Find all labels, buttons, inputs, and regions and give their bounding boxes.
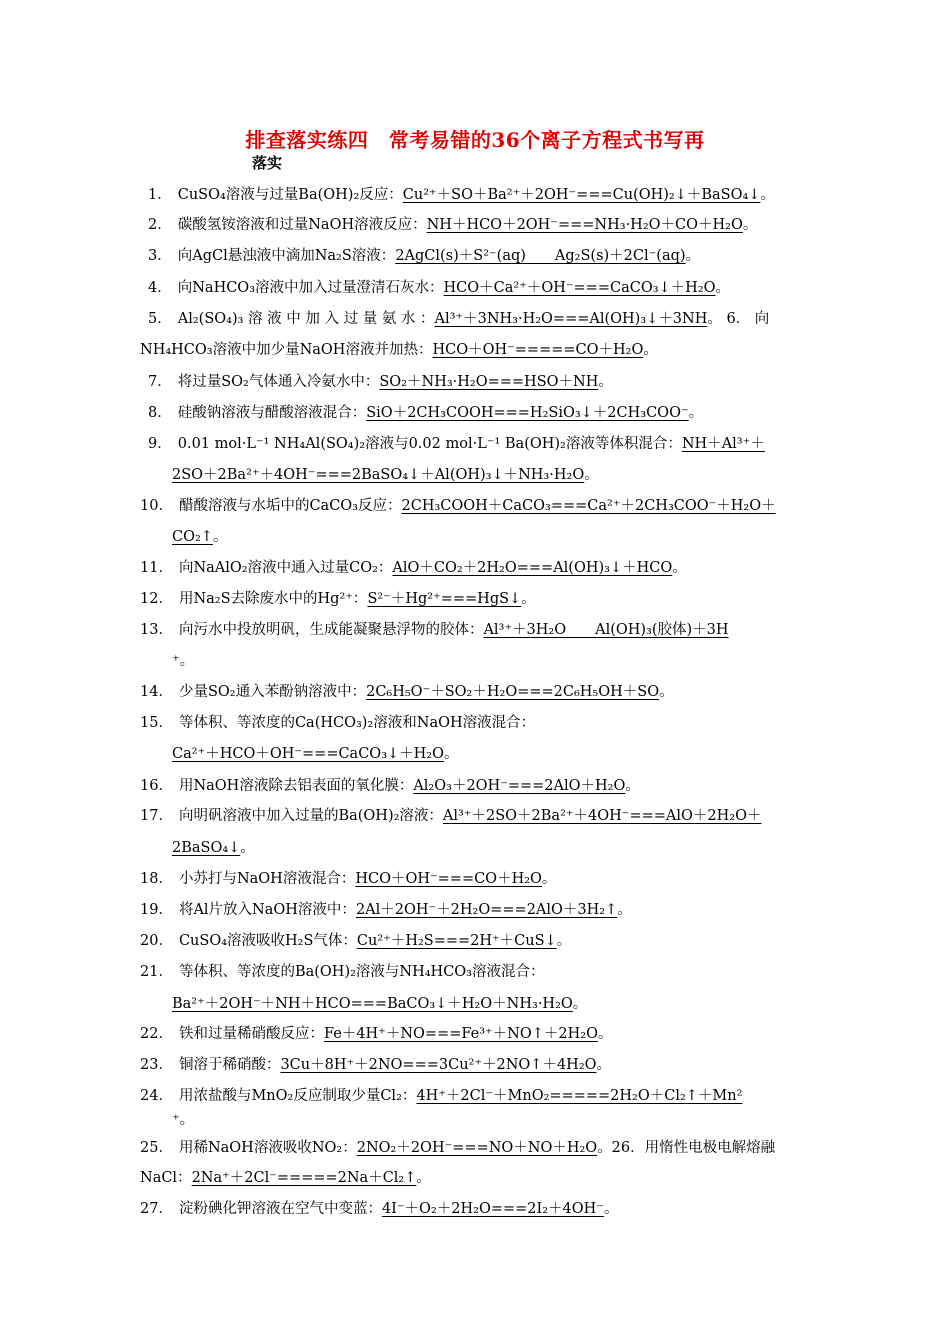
exercise-line xyxy=(148,434,765,454)
exercise-number: 20． xyxy=(140,933,173,949)
exercise-line xyxy=(140,776,640,796)
exercise-answer: NH＋Al³⁺＋ xyxy=(681,436,765,452)
exercise-answer: 4H⁺＋2Cl⁻＋MnO₂=====2H₂O＋Cl₂↑＋Mn² xyxy=(416,1088,743,1104)
exercise-line xyxy=(140,340,658,360)
exercise-question: 用浓盐酸与MnO₂反应制取少量Cl₂： xyxy=(178,1088,417,1104)
exercise-question: NaCl： xyxy=(140,1170,192,1186)
exercise-answer: AlO＋CO₂＋2H₂O===Al(OH)₃↓＋HCO xyxy=(392,560,673,576)
exercise-tail: 。 xyxy=(672,560,687,576)
exercise-answer: HCO＋Ca²⁺＋OH⁻===CaCO₃↓＋H₂O xyxy=(443,280,716,296)
exercise-answer: SiO＋2CH₃COOH===H₂SiO₃↓＋2CH₃COO⁻ xyxy=(366,405,689,421)
exercise-number: 7． xyxy=(148,374,172,390)
exercise-question: 用Na₂S去除废水中的Hg²⁺： xyxy=(178,591,368,607)
exercise-tail: 。 xyxy=(598,374,613,390)
exercise-question: 将Al片放入NaOH溶液中： xyxy=(178,902,356,918)
exercise-question: 硅酸钠溶液与醋酸溶液混合： xyxy=(177,405,367,421)
exercise-tail: 。 xyxy=(688,405,704,421)
exercise-tail: 。 xyxy=(597,1026,613,1042)
exercise-question: 淀粉碘化钾溶液在空气中变蓝： xyxy=(178,1201,382,1217)
exercise-question: 铁和过量稀硝酸反应： xyxy=(178,1026,324,1042)
exercise-line xyxy=(140,1168,431,1188)
exercise-tail: 。 xyxy=(521,591,536,607)
exercise-line xyxy=(172,994,587,1014)
exercise-tail: 。 xyxy=(742,217,758,233)
exercise-question: 向NaAlO₂溶液中通入过量CO₂： xyxy=(178,560,393,576)
exercise-number: 25． xyxy=(140,1140,173,1156)
exercise-tail: 。 xyxy=(416,1170,431,1186)
exercise-line xyxy=(140,1199,618,1219)
exercise-number: 2． xyxy=(148,217,172,233)
exercise-question: 将过量SO₂气体通入冷氨水中： xyxy=(177,374,380,390)
exercise-number: 13． xyxy=(140,622,173,638)
exercise-number: 4． xyxy=(148,280,172,296)
exercise-tail: 。 xyxy=(760,187,775,203)
exercise-question: 小苏打与NaOH溶液混合： xyxy=(178,871,356,887)
exercise-tail: 。 xyxy=(715,280,731,296)
exercise-answer: Al³⁺＋3H₂O Al(OH)₃(胶体)＋3H xyxy=(483,622,729,638)
exercise-line xyxy=(140,496,776,516)
exercise-line xyxy=(140,1055,611,1075)
exercise-line xyxy=(172,1110,194,1130)
exercise-answer: 2Al＋2OH⁻＋2H₂O===2AlO＋3H₂↑ xyxy=(355,902,618,918)
exercise-answer: HCO＋OH⁻===CO＋H₂O xyxy=(355,871,542,887)
exercise-question: CuSO₄溶液吸收H₂S气体： xyxy=(178,933,357,949)
exercise-number: 12． xyxy=(140,591,173,607)
exercise-answer: Al³⁺＋2SO＋2Ba²⁺＋4OH⁻===AlO＋2H₂O＋ xyxy=(442,808,762,824)
exercise-line xyxy=(148,185,775,205)
exercise-number: 11． xyxy=(140,560,173,576)
exercise-tail: 。 xyxy=(596,1057,612,1073)
exercise-answer: Fe＋4H⁺＋NO===Fe³⁺＋NO↑＋2H₂O xyxy=(323,1026,598,1042)
exercise-tail: 。 xyxy=(444,746,459,762)
exercise-question: 等体积、等浓度的Ba(OH)₂溶液与NH₄HCO₃溶液混合： xyxy=(178,964,545,980)
exercise-answer: S²⁻＋Hg²⁺===HgS↓ xyxy=(367,591,522,607)
exercise-tail: 。 xyxy=(603,1201,619,1217)
exercise-answer: 2Na⁺＋2Cl⁻=====2Na＋Cl₂↑ xyxy=(191,1170,417,1186)
exercise-question: NH₄HCO₃溶液中加少量NaOH溶液并加热： xyxy=(140,342,433,358)
exercise-number: 8． xyxy=(148,405,172,421)
exercise-question: 醋酸溶液与水垢中的CaCO₃反应： xyxy=(178,498,402,514)
exercise-question: 向NaHCO₃溶液中加入过量澄清石灰水： xyxy=(177,280,444,296)
exercise-answer: Al₂O₃＋2OH⁻===2AlO＋H₂O xyxy=(413,778,626,794)
exercise-tail: 。 xyxy=(240,840,255,856)
exercise-tail: ⁺。 xyxy=(172,653,195,669)
exercise-question: 等体积、等浓度的Ca(HCO₃)₂溶液和NaOH溶液混合： xyxy=(178,715,536,731)
exercise-question: 向明矾溶液中加入过量的Ba(OH)₂溶液： xyxy=(178,808,443,824)
exercise-line xyxy=(172,527,227,547)
exercise-tail: 。 xyxy=(617,902,632,918)
page-title: 排查落实练四 常考易错的36个离子方程式书写再 xyxy=(245,128,705,152)
exercise-number: 24． xyxy=(140,1088,173,1104)
exercise-line xyxy=(148,403,703,423)
exercise-line xyxy=(172,744,459,764)
exercise-line xyxy=(148,372,613,392)
exercise-line xyxy=(140,620,729,640)
exercise-line xyxy=(140,869,556,889)
exercise-line xyxy=(148,309,769,329)
exercise-answer: SO₂＋NH₃·H₂O===HSO＋NH xyxy=(379,374,599,390)
exercise-tail: 。 xyxy=(572,996,588,1012)
exercise-line xyxy=(140,962,545,982)
exercise-line xyxy=(140,806,761,826)
exercise-tail: 。 xyxy=(685,248,701,264)
exercise-question: 用稀NaOH溶液吸收NO₂： xyxy=(178,1140,357,1156)
exercise-answer: 2NO₂＋2OH⁻===NO＋NO＋H₂O xyxy=(356,1140,598,1156)
exercise-line xyxy=(140,931,571,951)
exercise-line xyxy=(140,1024,612,1044)
exercise-line xyxy=(140,682,674,702)
exercise-answer: 2AgCl(s)＋S²⁻(aq) Ag₂S(s)＋2Cl⁻(aq) xyxy=(395,248,686,264)
exercise-line xyxy=(140,1086,742,1106)
exercise-line xyxy=(140,589,536,609)
exercise-answer: 2CH₃COOH＋CaCO₃===Ca²⁺＋2CH₃COO⁻＋H₂O＋ xyxy=(401,498,776,514)
exercise-question: 用NaOH溶液除去铝表面的氧化膜： xyxy=(178,778,414,794)
exercise-number: 16． xyxy=(140,778,173,794)
exercise-tail: 。 6． 向 xyxy=(707,311,770,327)
exercise-line xyxy=(172,651,194,671)
exercise-question: 向AgCl悬浊液中滴加Na₂S溶液： xyxy=(177,248,396,264)
exercise-answer: 2BaSO₄↓ xyxy=(172,840,241,856)
exercise-answer: NH＋HCO＋2OH⁻===NH₃·H₂O＋CO＋H₂O xyxy=(426,217,743,233)
exercise-question: Al₂(SO₄)₃ 溶 液 中 加 入 过 量 氨 水 ： xyxy=(177,311,435,327)
exercise-number: 27． xyxy=(140,1201,173,1217)
exercise-tail: 。26．用惰性电极电解熔融 xyxy=(597,1140,776,1156)
exercise-number: 9． xyxy=(148,436,172,452)
exercise-question: 铜溶于稀硝酸： xyxy=(178,1057,281,1073)
exercise-number: 14． xyxy=(140,684,173,700)
exercise-number: 23． xyxy=(140,1057,173,1073)
exercise-question: 0.01 mol·L⁻¹ NH₄Al(SO₄)₂溶液与0.02 mol·L⁻¹ Ba(OH)₂溶液等体积混合： xyxy=(177,436,682,452)
exercise-line xyxy=(148,278,730,298)
exercise-number: 3． xyxy=(148,248,172,264)
exercise-line xyxy=(140,1138,775,1158)
exercise-tail: 。 xyxy=(541,871,557,887)
exercise-line xyxy=(140,558,687,578)
exercise-question: 少量SO₂通入苯酚钠溶液中： xyxy=(178,684,367,700)
exercise-answer: 2C₆H₅O⁻＋SO₂＋H₂O===2C₆H₅OH＋SO xyxy=(366,684,660,700)
exercise-line xyxy=(148,246,700,266)
exercise-number: 17． xyxy=(140,808,173,824)
exercise-tail: ⁺。 xyxy=(172,1112,195,1128)
exercise-answer: CO₂↑ xyxy=(172,529,213,545)
exercise-answer: Al³⁺＋3NH₃·H₂O===Al(OH)₃↓＋3NH xyxy=(434,311,708,327)
exercise-tail: 。 xyxy=(625,778,640,794)
page-subtitle: 落实 xyxy=(252,154,283,172)
exercise-line xyxy=(140,713,535,733)
exercise-answer: Cu²⁺＋SO＋Ba²⁺＋2OH⁻===Cu(OH)₂↓＋BaSO₄↓ xyxy=(402,187,761,203)
exercise-answer: Cu²⁺＋H₂S===2H⁺＋CuS↓ xyxy=(356,933,557,949)
exercise-number: 1． xyxy=(148,187,172,203)
exercise-tail: 。 xyxy=(556,933,572,949)
exercise-number: 5． xyxy=(148,311,172,327)
exercise-line xyxy=(140,900,632,920)
exercise-number: 22． xyxy=(140,1026,173,1042)
exercise-number: 19． xyxy=(140,902,173,918)
exercise-answer: HCO＋OH⁻=====CO＋H₂O xyxy=(432,342,644,358)
exercise-line xyxy=(172,465,599,485)
exercise-number: 15． xyxy=(140,715,173,731)
exercise-line xyxy=(172,838,255,858)
exercise-tail: 。 xyxy=(643,342,658,358)
exercise-tail: 。 xyxy=(659,684,674,700)
exercise-answer: Ca²⁺＋HCO＋OH⁻===CaCO₃↓＋H₂O xyxy=(172,746,444,762)
exercise-answer: 4I⁻＋O₂＋2H₂O===2I₂＋4OH⁻ xyxy=(381,1201,604,1217)
exercise-question: 碳酸氢铵溶液和过量NaOH溶液反应： xyxy=(177,217,427,233)
exercise-tail: 。 xyxy=(212,529,228,545)
exercise-line xyxy=(148,215,757,235)
exercise-answer: Ba²⁺＋2OH⁻＋NH＋HCO===BaCO₃↓＋H₂O＋NH₃·H₂O xyxy=(172,996,573,1012)
exercise-answer: 3Cu＋8H⁺＋2NO===3Cu²⁺＋2NO↑＋4H₂O xyxy=(280,1057,597,1073)
exercise-number: 21． xyxy=(140,964,173,980)
exercise-number: 10． xyxy=(140,498,173,514)
exercise-question: CuSO₄溶液与过量Ba(OH)₂反应： xyxy=(177,187,403,203)
exercise-tail: 。 xyxy=(584,467,599,483)
exercise-answer: 2SO＋2Ba²⁺＋4OH⁻===2BaSO₄↓＋Al(OH)₃↓＋NH₃·H₂O xyxy=(172,467,585,483)
exercise-number: 18． xyxy=(140,871,173,887)
exercise-question: 向污水中投放明矾，生成能凝聚悬浮物的胶体： xyxy=(178,622,484,638)
